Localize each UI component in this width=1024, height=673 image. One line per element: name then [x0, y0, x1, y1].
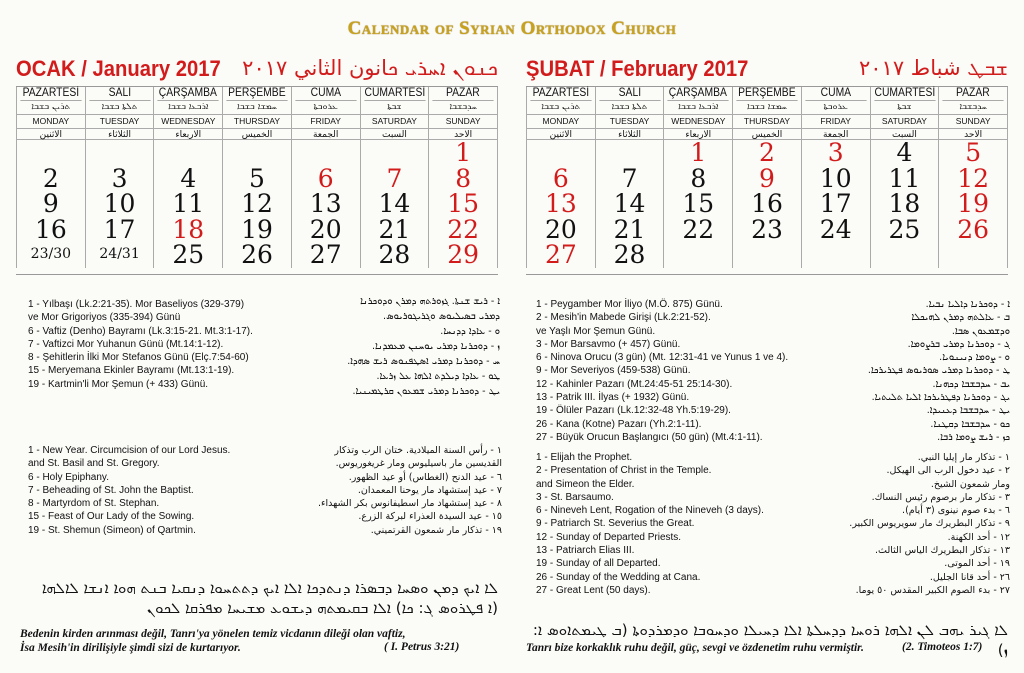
note-line: ܕܡܪܝ ܒܣܝܠܝܘܣ ܘܓܪܝܓܘܪܝܘܣ.: [383, 311, 500, 322]
january-notes-arabic: [290, 444, 502, 537]
note-line: ٣ - تذكار مار برصوم رئيس النساك.: [871, 491, 1010, 503]
weekday-label-en: WEDNESDAY: [154, 115, 222, 129]
day-cell: [664, 242, 733, 268]
note-line: ܚ - ܕܘܟܪܢܐ ܕܡܪܝ ܐܣܛܦܢܘܣ ܪܝܫ ܣܗܕܐ.: [347, 356, 500, 367]
weekday-label-ar: الاربعاء: [685, 130, 712, 140]
weekday-label-en: SUNDAY: [939, 115, 1007, 129]
january-notes-turkish: [28, 298, 328, 391]
day-cell: [86, 140, 155, 166]
weekday-label-tr: PERŞEMBE: [738, 87, 796, 99]
weekday-header: [361, 87, 430, 140]
day-cell: 18: [154, 217, 223, 243]
weekday-header: [733, 87, 802, 140]
weekday-label-syr: ܚܡܫܐ ܒܫܒܐ: [733, 101, 801, 115]
note-line: 6 - Vaftiz (Denho) Bayramı (Lk.3:15-21. Mt.3:1-17).: [28, 325, 253, 337]
day-cell: 6: [292, 166, 361, 192]
day-cell: 11: [154, 191, 223, 217]
note-line: ١ - تذكار مار إيليا النبي.: [917, 452, 1010, 463]
note-line: ٢ - عيد دخول الرب الى الهيكل.: [886, 465, 1010, 477]
note-line: ܙ - ܕܘܟܪܢܐ ܕܡܪܝ ܝܘܚܢܢ ܡܥܡܕܢܐ.: [371, 341, 500, 352]
february-verse-reference: (2. Timoteos 1:7): [902, 641, 983, 653]
weekday-label-ar: الخميس: [751, 130, 783, 140]
weekday-label-syr: ܚܡܫܐ ܒܫܒܐ: [223, 101, 291, 115]
month-february: [526, 50, 1008, 275]
month-header: [16, 50, 498, 87]
day-cell: 13: [527, 191, 596, 217]
note-line: ٧ - عيد إستشهاد مار يوحنا المعمدان.: [357, 484, 502, 496]
january-notes-english: [28, 444, 288, 537]
note-line: ٦ - عيد الدنح (الغطاس) أو عيد الظهور.: [348, 471, 502, 483]
note-line: ٨ - عيد إستشهاد مار اسطيفانوس بكر الشهداء.: [318, 498, 502, 510]
day-cell: 21: [361, 217, 430, 243]
weekday-label-syr: ܬܪܝܢ ܒܫܒܐ: [527, 101, 595, 115]
day-cell: 23: [733, 217, 802, 243]
note-line: ١٩ - تذكار مار شمعون القرتميني.: [370, 524, 502, 536]
weekday-label-syr: ܥܪܘܒܬܐ: [292, 101, 360, 115]
day-cell: 21: [596, 217, 665, 243]
month-name-syriac: ܫܒܛ شباط ٢٠١٧: [859, 56, 1008, 80]
january-verse-syriac-1: ܠܐ ܐܝܟ ܕܡܢ ܘܣܚܐ ܕܒܣܪܐ ܕܢܬܕܟܐ ܐܠܐ ܐܝܟ ܕܬܬܚܘܐ ܕܢܩܝܐ ܒܢܬ ܗܘܐ ܐܢܫܐ ܠܐܠܗܐ: [41, 579, 498, 597]
day-cell: [596, 140, 665, 166]
note-line: ٦ - بدء صوم نينوى (٣ أيام).: [902, 505, 1010, 517]
calendar-grid: [526, 87, 1008, 268]
day-cell: 12: [939, 166, 1008, 192]
weekday-header: [596, 87, 665, 140]
day-cell: 29: [429, 242, 498, 268]
note-line: ١٢ - أحد الكهنة.: [947, 531, 1010, 543]
weekday-label-en: FRIDAY: [802, 115, 870, 129]
day-cell: 17: [802, 191, 871, 217]
day-cell: 11: [871, 166, 940, 192]
note-line: 1 - Elijah the Prophet.: [536, 452, 633, 463]
weekday-header: [871, 87, 940, 140]
note-line: ܝܛ - ܚܕܒܫܒܐ ܕܥܢܝܕܐ.: [926, 405, 1010, 417]
weekday-label-ar: الاحد: [454, 130, 473, 140]
month-name-syriac: ܟܢܘܢ ܐܚܪܝ ܟانون الثاني ٢٠١٧: [242, 56, 498, 80]
day-cell: 18: [871, 191, 940, 217]
day-cell: 4: [871, 140, 940, 166]
day-cell: 19: [223, 217, 292, 243]
day-cell: 8: [664, 166, 733, 192]
day-cell: 5: [223, 166, 292, 192]
weekday-label-en: SATURDAY: [361, 115, 429, 129]
note-line: ve Yaşlı Mor Şemun Günü.: [536, 325, 656, 337]
weekday-header: [154, 87, 223, 140]
note-line: 6 - Ninova Orucu (3 gün) (Mt. 12:31-41 ve Yunus 1 ve 4).: [536, 352, 789, 364]
month-name: OCAK / January 2017: [16, 56, 221, 81]
weekday-label-syr: ܥܪܘܒܬܐ: [802, 101, 870, 115]
weekday-label-en: TUESDAY: [596, 115, 664, 129]
day-cell: 14: [596, 191, 665, 217]
weekday-header: [664, 87, 733, 140]
note-line: ٢٧ - بدء الصوم الكبير المقدس ٥٠ يوما.: [855, 584, 1010, 596]
calendar-grid: [16, 87, 498, 268]
weekday-label-tr: CUMA: [295, 87, 356, 101]
february-verse-turkish: Tanrı bize korkaklık ruhu değil, güç, sevgi ve özdenetim ruhu vermiştir.: [526, 642, 864, 654]
january-notes-syriac: [300, 294, 500, 399]
note-line: 7 - Vaftizci Mor Yuhanun Günü (Mt.14:1-12).: [28, 338, 224, 350]
note-line: ܟܘ - ܚܕܒܫܒܐ ܕܩܛܢܐ.: [930, 418, 1010, 430]
note-line: ܘ - ܨܘܡܐ ܕܢܝܢܘܝܐ.: [939, 352, 1010, 364]
note-line: ٩ - تذكار البطريرك مار سويريوس الكبير.: [849, 518, 1010, 530]
note-line: 19 - Kartmin'li Mor Şemun (+ 433) Günü.: [28, 378, 209, 390]
day-cell: 13: [292, 191, 361, 217]
note-line: 26 - Kana (Kotne) Pazarı (Yh.2:1-11).: [536, 418, 702, 430]
weekday-label-tr: CUMARTESİ: [874, 87, 935, 99]
day-cell: 24/31: [86, 242, 155, 268]
weekday-label-ar: الجمعة: [822, 130, 849, 140]
page-title: Calendar of Syrian Orthodox Church: [347, 18, 677, 39]
weekday-header: [86, 87, 155, 140]
day-cell: 3: [802, 140, 871, 166]
day-cell: 10: [802, 166, 871, 192]
note-line: ܘ - ܥܐܕܐ ܕܕܢܚܐ.: [440, 326, 500, 337]
day-cell: 20: [292, 217, 361, 243]
note-line: 1 - New Year. Circumcision of our Lord Jesus.: [28, 445, 231, 456]
note-line: 12 - Sunday of Departed Priests.: [536, 531, 682, 543]
weekday-label-syr: ܐܪܒܥܐ ܒܫܒܐ: [664, 101, 732, 115]
day-cell: 4: [154, 166, 223, 192]
note-line: 9 - Patriarch St. Severius the Great.: [536, 518, 695, 530]
weekday-label-en: THURSDAY: [223, 115, 291, 129]
day-cell: 19: [939, 191, 1008, 217]
day-cell: 20: [527, 217, 596, 243]
note-line: 27 - Great Lent (50 days).: [536, 584, 651, 596]
day-cell: 27: [527, 242, 596, 268]
february-verse-syriac: ܠܐ ܓܝܪ ܝܗܒ ܠܢ ܐܠܗܐ ܪܘܚܐ ܕܕܚܠܬܐ ܐܠܐ ܕܚܝܠܐ ܘܕܚܘܒܐ ܘܕܡܪܕܘܬܐ (ܒ ܛܝܡܬܐܘܣ ܐ: ܙ): [532, 621, 1008, 659]
weekday-label-en: SUNDAY: [429, 115, 497, 129]
day-cell: 1: [664, 140, 733, 166]
weekday-label-syr: ܫܒܬܐ: [361, 101, 429, 115]
day-cell: 6: [527, 166, 596, 192]
day-cell: 25: [154, 242, 223, 268]
weekday-label-syr: ܬܠܬܐ ܒܫܒܐ: [596, 101, 664, 115]
day-cell: 26: [939, 217, 1008, 243]
weekday-label-en: WEDNESDAY: [664, 115, 732, 129]
weekday-label-ar: الثلاثاء: [108, 130, 131, 140]
note-line: and St. Basil and St. Gregory.: [28, 458, 160, 470]
day-cell: 12: [223, 191, 292, 217]
note-line: 15 - Feast of Our Lady of the Sowing.: [28, 511, 195, 523]
note-line: 27 - Büyük Orucun Başlangıcı (50 gün) (Mt.4:1-11).: [536, 431, 763, 443]
january-verse-turkish-1: Bedenin kirden arınması değil, Tanrı'ya yönelen temiz vicdanın dileği olan vaftiz,: [20, 628, 406, 640]
day-cell: 16: [17, 217, 86, 243]
weekday-label-ar: الاحد: [964, 130, 983, 140]
note-line: 7 - Beheading of St. John the Baptist.: [28, 484, 194, 496]
day-cell: 14: [361, 191, 430, 217]
weekday-label-ar: الاثنين: [549, 130, 573, 140]
weekday-label-ar: الخميس: [241, 130, 273, 140]
weekday-label-en: MONDAY: [17, 115, 85, 129]
month-january: [16, 50, 498, 275]
weekday-label-syr: ܐܪܒܥܐ ܒܫܒܐ: [154, 101, 222, 115]
day-cell: 9: [17, 191, 86, 217]
note-line: ١٣ - تذكار البطريرك الياس الثالث.: [875, 545, 1010, 557]
day-cell: 17: [86, 217, 155, 243]
note-line: ܟܙ - ܪܝܫ ܨܘܡܐ ܪܒܐ.: [937, 431, 1010, 443]
weekday-label-ar: الثلاثاء: [618, 130, 641, 140]
weekday-label-ar: السبت: [892, 130, 917, 140]
day-cell: [939, 242, 1008, 268]
weekday-label-ar: الاربعاء: [175, 130, 202, 140]
note-line: 13 - Patrik III. İlyas (+ 1932) Günü.: [536, 392, 690, 404]
day-cell: 2: [17, 166, 86, 192]
note-line: 26 - Sunday of the Wedding at Cana.: [536, 571, 701, 583]
weekday-label-tr: SALI: [89, 87, 150, 101]
note-line: 6 - Nineveh Lent, Rogation of the Nineveh (3 days).: [536, 505, 764, 517]
weekday-label-tr: ÇARŞAMBA: [669, 87, 728, 99]
day-cell: 2: [733, 140, 802, 166]
note-line: 15 - Meryemana Ekinler Bayramı (Mt.13:1-19).: [28, 365, 235, 377]
note-line: 8 - Şehitlerin İlki Mor Stefanos Günü (Elç.7:54-60): [28, 352, 249, 364]
weekday-label-tr: PAZAR: [943, 87, 1004, 101]
weekday-label-ar: السبت: [382, 130, 407, 140]
note-line: ܛ - ܕܘܟܪܢܐ ܕܡܪܝ ܣܘܪܝܘܣ ܦܛܪܝܪܟܐ.: [867, 365, 1010, 377]
day-cell: [292, 140, 361, 166]
day-cell: 16: [733, 191, 802, 217]
note-line: ܘܕܫܡܥܘܢ ܣܒܐ.: [951, 325, 1010, 337]
note-line: ve Mor Grigoriyos (335-394) Günü: [28, 312, 181, 324]
note-line: 8 - Martyrdom of St. Stephan.: [28, 498, 160, 510]
note-line: ܝܓ - ܕܘܟܪܢܐ ܕܦܛܪܝܪܟܐ ܐܠܝܐ ܬܠܝܬܝܐ.: [871, 392, 1010, 404]
weekday-label-tr: ÇARŞAMBA: [159, 87, 218, 99]
january-verse-turkish-2: İsa Mesih'in dirilişiyle şimdi sizi de kurtarıyor.: [20, 642, 241, 654]
note-line: ܝܒ - ܚܕܒܫܒܐ ܕܟܗܢܐ.: [932, 378, 1010, 390]
note-line: 2 - Mesih'in Mabede Girişi (Lk.2:21-52).: [536, 312, 711, 324]
day-cell: 24: [802, 217, 871, 243]
day-cell: 27: [292, 242, 361, 268]
note-line: ܒ - ܥܐܠܬܗ ܕܡܪܢ ܠܗܝܟܠܐ: [911, 312, 1010, 324]
weekday-label-syr: ܫܒܬܐ: [871, 101, 939, 115]
day-cell: 23/30: [17, 242, 86, 268]
february-notes-turkish: [536, 298, 846, 444]
day-cell: 10: [86, 191, 155, 217]
note-line: 3 - St. Barsaumo.: [536, 491, 614, 503]
note-line: القديسين مار باسيليوس ومار غريغوريوس.: [335, 458, 502, 470]
weekday-label-tr: CUMARTESİ: [364, 87, 425, 99]
day-cell: [223, 140, 292, 166]
day-cell: 15: [429, 191, 498, 217]
note-line: 12 - Kahinler Pazarı (Mt.24:45-51 25:14-30).: [536, 378, 733, 390]
day-cell: 25: [871, 217, 940, 243]
february-notes-arabic: [806, 451, 1010, 597]
february-notes-syriac: [820, 298, 1010, 444]
note-line: ܓ - ܕܘܟܪܢܐ ܕܡܪܝ ܒܪܨܘܡܐ.: [907, 338, 1010, 350]
weekday-label-ar: الاثنين: [39, 130, 63, 140]
day-cell: 5: [939, 140, 1008, 166]
weekday-label-tr: PAZARTESİ: [20, 87, 81, 101]
january-verse-reference: ( I. Petrus 3:21): [384, 641, 460, 653]
day-cell: [527, 140, 596, 166]
note-line: 9 - Mor Severiyos (459-538) Günü.: [536, 365, 691, 377]
note-line: 3 - Mor Barsavmo (+ 457) Günü.: [536, 338, 681, 350]
note-line: ܐ - ܕܘܟܪܢܐ ܕܐܠܝܐ ܢܒܝܐ.: [925, 299, 1010, 310]
weekday-label-tr: PAZARTESİ: [530, 87, 591, 101]
weekday-label-tr: CUMA: [805, 87, 866, 101]
day-cell: [17, 140, 86, 166]
note-line: ܛܘ - ܥܐܕܐ ܕܝܠܕܬ ܐܠܗܐ ܥܠ ܙܪܥܐ.: [376, 371, 500, 382]
weekday-header: [527, 87, 596, 140]
weekday-label-tr: SALI: [599, 87, 660, 101]
february-notes-english: [536, 451, 836, 597]
weekday-label-syr: ܚܕܒܫܒܐ: [429, 101, 497, 115]
weekday-label-syr: ܬܪܝܢ ܒܫܒܐ: [17, 101, 85, 115]
note-line: 1 - Yılbaşı (Lk.2:21-35). Mor Baseliyos (329-379): [28, 299, 245, 310]
note-line: and Simeon the Elder.: [536, 478, 635, 490]
day-cell: 7: [596, 166, 665, 192]
weekday-header: [17, 87, 86, 140]
day-cell: 15: [664, 191, 733, 217]
day-cell: 26: [223, 242, 292, 268]
month-name: ŞUBAT / February 2017: [526, 56, 749, 81]
day-cell: 3: [86, 166, 155, 192]
day-cell: 7: [361, 166, 430, 192]
note-line: ١٥ - عيد السيدة العذراء لبركة الزرع.: [358, 511, 502, 523]
note-line: ܐ - ܪܝܫ ܫܢܬܐ. ܓܙܘܪܬܗ ܕܡܪܢ ܘܕܘܟܪܢܐ: [360, 296, 500, 307]
weekday-label-tr: PAZAR: [433, 87, 494, 101]
note-line: 19 - St. Shemun (Simeon) of Qartmin.: [28, 524, 196, 536]
note-line: 19 - Ölüler Pazarı (Lk.12:32-48 Yh.5:19-29).: [536, 405, 731, 417]
day-cell: [154, 140, 223, 166]
day-cell: [733, 242, 802, 268]
note-line: ٢٦ - أحد قانا الجليل.: [929, 571, 1010, 583]
weekday-label-tr: PERŞEMBE: [228, 87, 286, 99]
note-line: ܝܛ - ܕܘܟܪܢܐ ܕܡܪܝ ܫܡܥܘܢ ܩܪܛܡܝܢܝܐ.: [352, 386, 500, 397]
note-line: 1 - Peygamber Mor İliyo (M.Ö. 875) Günü.: [536, 299, 723, 310]
weekday-header: [939, 87, 1008, 140]
day-cell: 28: [596, 242, 665, 268]
day-cell: [802, 242, 871, 268]
january-verse-syriac-2: (ܐ ܦܛܪܘܣ ܓ: ܟܐ) ܐܠܐ ܒܩܝܡܬܗ ܕܝܫܘܥ ܡܫܝܚܐ ܡܦܪܩܐ ܠܟܘܢ: [146, 599, 498, 617]
day-cell: 8: [429, 166, 498, 192]
note-line: 2 - Presentation of Christ in the Temple.: [536, 465, 712, 477]
day-cell: [361, 140, 430, 166]
note-line: ومار شمعون الشيخ.: [930, 478, 1010, 490]
note-line: 6 - Holy Epiphany.: [28, 471, 109, 483]
note-line: 13 - Patriarch Elias III.: [536, 545, 635, 557]
day-cell: 1: [429, 140, 498, 166]
note-line: ١٩ - أحد الموتى.: [944, 558, 1010, 570]
weekday-header: [802, 87, 871, 140]
day-cell: 22: [664, 217, 733, 243]
day-cell: [871, 242, 940, 268]
weekday-label-ar: الجمعة: [312, 130, 339, 140]
month-header: [526, 50, 1008, 87]
weekday-label-en: MONDAY: [527, 115, 595, 129]
weekday-label-en: TUESDAY: [86, 115, 154, 129]
note-line: ١ - رأس السنة الميلادية. ختان الرب وتذكار: [334, 445, 502, 456]
note-line: 19 - Sunday of all Departed.: [536, 558, 661, 570]
day-cell: 9: [733, 166, 802, 192]
weekday-label-en: SATURDAY: [871, 115, 939, 129]
weekday-header: [292, 87, 361, 140]
day-cell: 28: [361, 242, 430, 268]
day-cell: 22: [429, 217, 498, 243]
weekday-header: [429, 87, 498, 140]
weekday-label-syr: ܬܠܬܐ ܒܫܒܐ: [86, 101, 154, 115]
weekday-label-syr: ܚܕܒܫܒܐ: [939, 101, 1007, 115]
weekday-label-en: THURSDAY: [733, 115, 801, 129]
weekday-header: [223, 87, 292, 140]
weekday-label-en: FRIDAY: [292, 115, 360, 129]
